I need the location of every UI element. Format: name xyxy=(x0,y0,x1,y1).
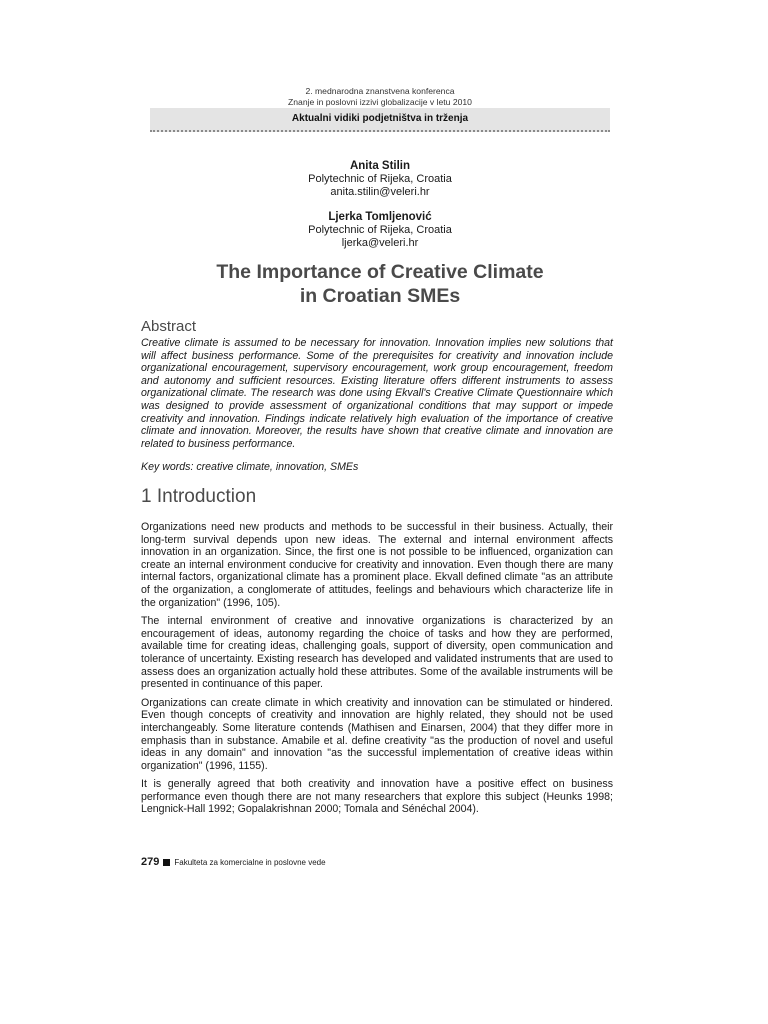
author-affiliation: Polytechnic of Rijeka, Croatia xyxy=(308,224,452,236)
page-footer xyxy=(141,856,326,868)
paper-title xyxy=(150,260,610,308)
author-email[interactable]: ljerka@veleri.hr xyxy=(341,237,419,249)
paragraph: It is generally agreed that both creativity and innovation have a positive effect on business performance even though there are not many researchers that explore this subject (Heunks 1998; Lengnick-Hall 1992; Gopalakrishnan 2000; Tomala and Sénéchal 2004). xyxy=(141,778,613,816)
square-bullet-icon xyxy=(163,859,170,866)
paragraph: The internal environment of creative and innovative organizations is characterized by an encouragement of ideas, autonomy regarding the choice of tasks and how they are performed, available time for creating ideas, challenging goals, support of diversity, open communication and tolerance of uncertainty. Existing research has developed and validated instruments that are used to assess does an organization actually hold these attributes. Some of the available instruments will be presented in continuance of this paper. xyxy=(141,615,613,691)
paper-title-line-2: in Croatian SMEs xyxy=(299,285,461,307)
author-block-2 xyxy=(150,211,610,250)
conference-line-1: 2. mednarodna znanstvena konferenca xyxy=(305,86,455,96)
section-title-bar xyxy=(150,108,610,132)
paragraph: Organizations can create climate in which creativity and innovation can be stimulated or hindered. Even though concepts of creativity and innovation are highly related, they should not be used interchangeably. Some literature contends (Mathisen and Einarsen, 2004) that they differ more in emphasis than in substance. Amabile et al. define creativity "as the production of novel and useful ideas in any domain" and innovation "as the successful implementation of creative ideas within organization" (1996, 1155). xyxy=(141,696,613,772)
paragraph: Organizations need new products and methods to be successful in their business. Actually, their long-term survival depends upon new ideas. The external and internal environment affects innovation in an organization. Since, the first one is not possible to be influenced, organization can create an internal environment conducive for creativity and innovation. Even though there are many internal factors, organizational climate has a prominent place. Ekvall defined climate "as an attribute of the organization, a conglomerate of attitudes, feelings and behaviours which characterize life in the organization" (1996, 105). xyxy=(141,521,613,609)
keywords: Key words: creative climate, innovation, SMEs xyxy=(141,461,359,473)
introduction-body xyxy=(141,521,613,822)
page-number: 279 xyxy=(141,856,160,868)
paper-title-line-1: The Importance of Creative Climate xyxy=(216,261,544,283)
introduction-heading: 1 Introduction xyxy=(141,486,257,507)
abstract-heading: Abstract xyxy=(141,318,197,335)
author-email[interactable]: anita.stilin@veleri.hr xyxy=(330,186,430,198)
author-name: Anita Stilin xyxy=(349,160,411,172)
publisher-name: Fakulteta za komercialne in poslovne vede xyxy=(174,857,326,867)
author-affiliation: Polytechnic of Rijeka, Croatia xyxy=(308,173,452,185)
conference-header xyxy=(150,86,610,108)
conference-line-2: Znanje in poslovni izzivi globalizacije v letu 2010 xyxy=(288,97,472,107)
author-block-1 xyxy=(150,160,610,199)
section-title: Aktualni vidiki podjetništva in trženja xyxy=(291,113,469,124)
author-name: Ljerka Tomljenović xyxy=(328,211,432,223)
abstract-text: Creative climate is assumed to be necessary for innovation. Innovation implies new solutions that will affect business performance. Some of the prerequisites for creativity and innovation include organizational encouragement, supervisory encouragement, work group encouragement, freedom and autonomy and sufficient resources. Existing literature offers different instruments to assess organizational climate. The research was done using Ekvall's Creative Climate Questionnaire which was designed to provide assessment of organizational conditions that may support or impede creativity and innovation. Findings indicate relatively high evaluation of the importance of creative climate and innovation. Moreover, the results have shown that creative climate and innovation are related to business performance. xyxy=(141,337,613,450)
